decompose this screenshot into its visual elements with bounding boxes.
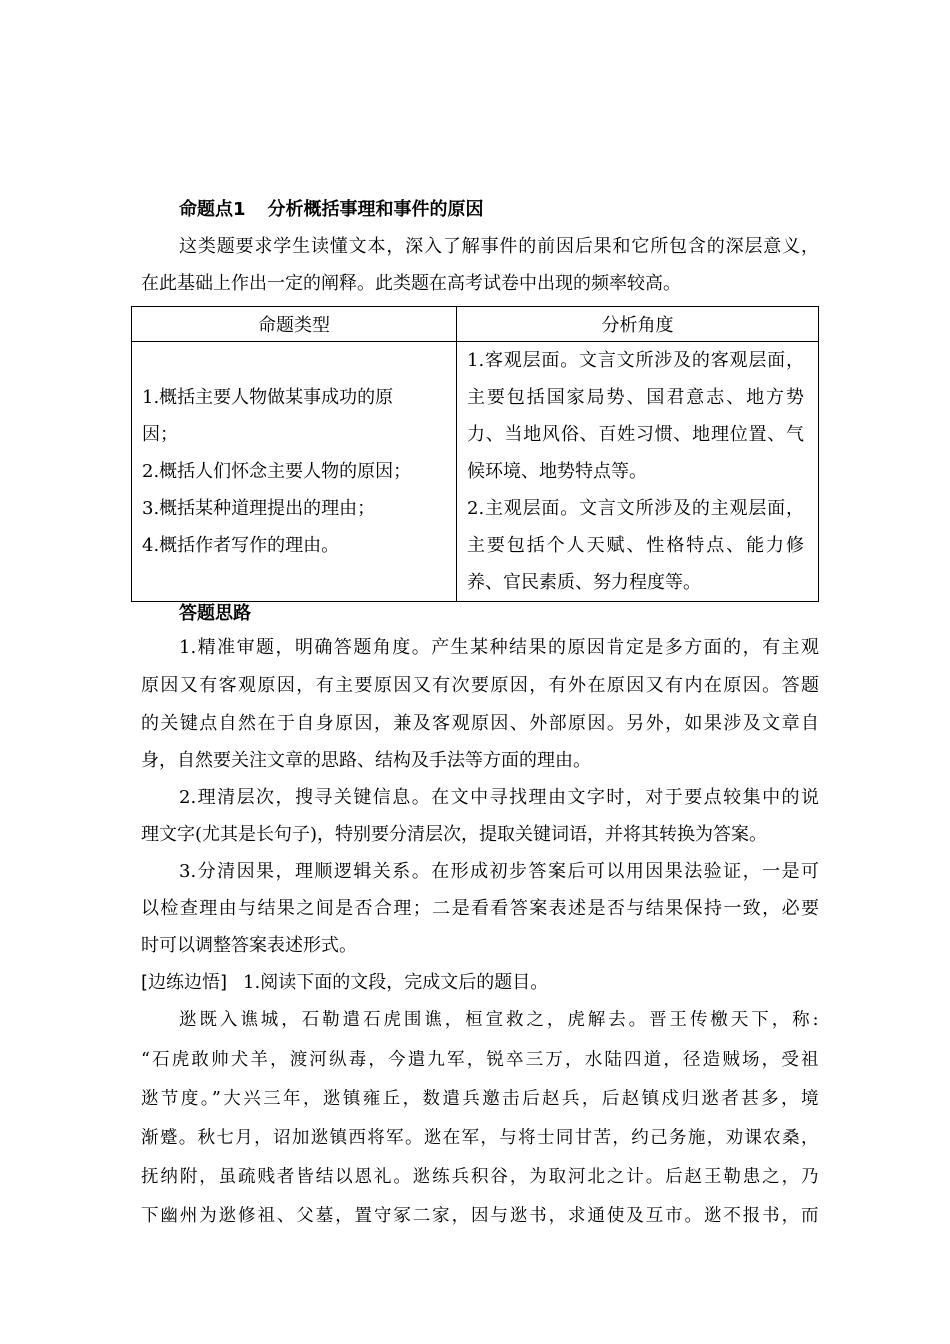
passage-line-4: 渐蹙。秋七月，诏加逖镇西将军。逖在军，与将士同甘苦，约己务施，劝课农桑， bbox=[141, 1128, 819, 1148]
table-header-angle: 分析角度 bbox=[457, 307, 819, 342]
passage-line-2: “石虎敢帅犬羊，渡河纵毒，今遣九军，锐卒三万，水陆四道，径造贼场，受祖 bbox=[141, 1050, 819, 1070]
angle-line-3: 力、当地风俗、百姓习惯、地理位置、气 bbox=[467, 424, 804, 445]
answer-line-4: 身，自然要关注文章的思路、结构及手法等方面的理由。 bbox=[141, 750, 591, 771]
type-line-2: 因； bbox=[142, 424, 178, 445]
angle-line-2: 主要包括国家局势、国君意志、地方势 bbox=[467, 387, 804, 408]
answer-heading: 答题思路 bbox=[179, 603, 251, 624]
type-line-3: 2.概括人们怀念主要人物的原因； bbox=[142, 461, 412, 482]
type-line-4: 3.概括某种道理提出的理由； bbox=[142, 498, 376, 519]
intro-line-1: 这类题要求学生读懂文本，深入了解事件的前因后果和它所包含的深层意义， bbox=[179, 236, 819, 257]
passage-line-5: 抚纳附，虽疏贱者皆结以恩礼。逖练兵积谷，为取河北之计。后赵王勒患之，乃 bbox=[141, 1167, 819, 1187]
answer-line-6: 理文字(尤其是长句子)，特别要分清层次，提取关键词语，并将其转换为答案。 bbox=[141, 824, 768, 845]
angle-line-7: 养、官民素质、努力程度等。 bbox=[467, 572, 701, 593]
type-line-5: 4.概括作者写作的理由。 bbox=[142, 535, 340, 556]
type-line-1: 1.概括主要人物做某事成功的原 bbox=[142, 387, 394, 408]
passage-line-1: 逖既入谯城，石勒遣石虎围谯，桓宣救之，虎解去。晋王传檄天下，称: bbox=[179, 1010, 819, 1030]
table-cell-angles bbox=[457, 342, 819, 602]
angle-line-1: 1.客观层面。文言文所涉及的客观层面， bbox=[467, 350, 804, 371]
answer-line-7: 3.分清因果，理顺逻辑关系。在形成初步答案后可以用因果法验证，一是可 bbox=[179, 861, 819, 882]
table-header-type: 命题类型 bbox=[132, 307, 457, 342]
heading-title: 分析概括事理和事件的原因 bbox=[267, 199, 484, 220]
section-heading bbox=[179, 196, 819, 224]
angle-line-5: 2.主观层面。文言文所涉及的主观层面， bbox=[467, 498, 804, 519]
passage-line-6: 下幽州为逖修祖、父墓，置守冢二家，因与逖书，求通使及互市。逖不报书，而 bbox=[141, 1206, 819, 1226]
answer-line-3: 的关键点自然在于自身原因，兼及客观原因、外部原因。另外，如果涉及文章自 bbox=[141, 713, 819, 734]
practice-line bbox=[141, 969, 819, 997]
answer-line-9: 时可以调整答案表述形式。 bbox=[141, 935, 357, 956]
practice-prompt: 1.阅读下面的文段，完成文后的题目。 bbox=[243, 972, 549, 993]
answer-line-2: 原因又有客观原因，有主要原因又有次要原因，有外在原因又有内在原因。答题 bbox=[141, 675, 819, 696]
heading-label: 命题点1 bbox=[179, 199, 246, 220]
answer-line-5: 2.理清层次，搜寻关键信息。在文中寻找理由文字时，对于要点较集中的说 bbox=[179, 787, 819, 808]
question-type-table bbox=[131, 306, 819, 602]
practice-tag: [边练边悟] bbox=[141, 972, 228, 993]
passage-line-3: 逖节度。”大兴三年，逖镇雍丘，数遣兵邀击后赵兵，后赵镇戍归逖者甚多，境 bbox=[141, 1089, 819, 1109]
intro-line-2: 在此基础上作出一定的阐释。此类题在高考试卷中出现的频率较高。 bbox=[141, 273, 681, 294]
angle-line-4: 候环境、地势特点等。 bbox=[467, 461, 647, 482]
table-cell-types bbox=[132, 342, 457, 602]
answer-line-8: 以检查理由与结果之间是否合理；二是看看答案表述是否与结果保持一致，必要 bbox=[141, 898, 819, 919]
angle-line-6: 主要包括个人天赋、性格特点、能力修 bbox=[467, 535, 804, 556]
answer-line-1: 1.精准审题，明确答题角度。产生某种结果的原因肯定是多方面的，有主观 bbox=[179, 637, 819, 658]
